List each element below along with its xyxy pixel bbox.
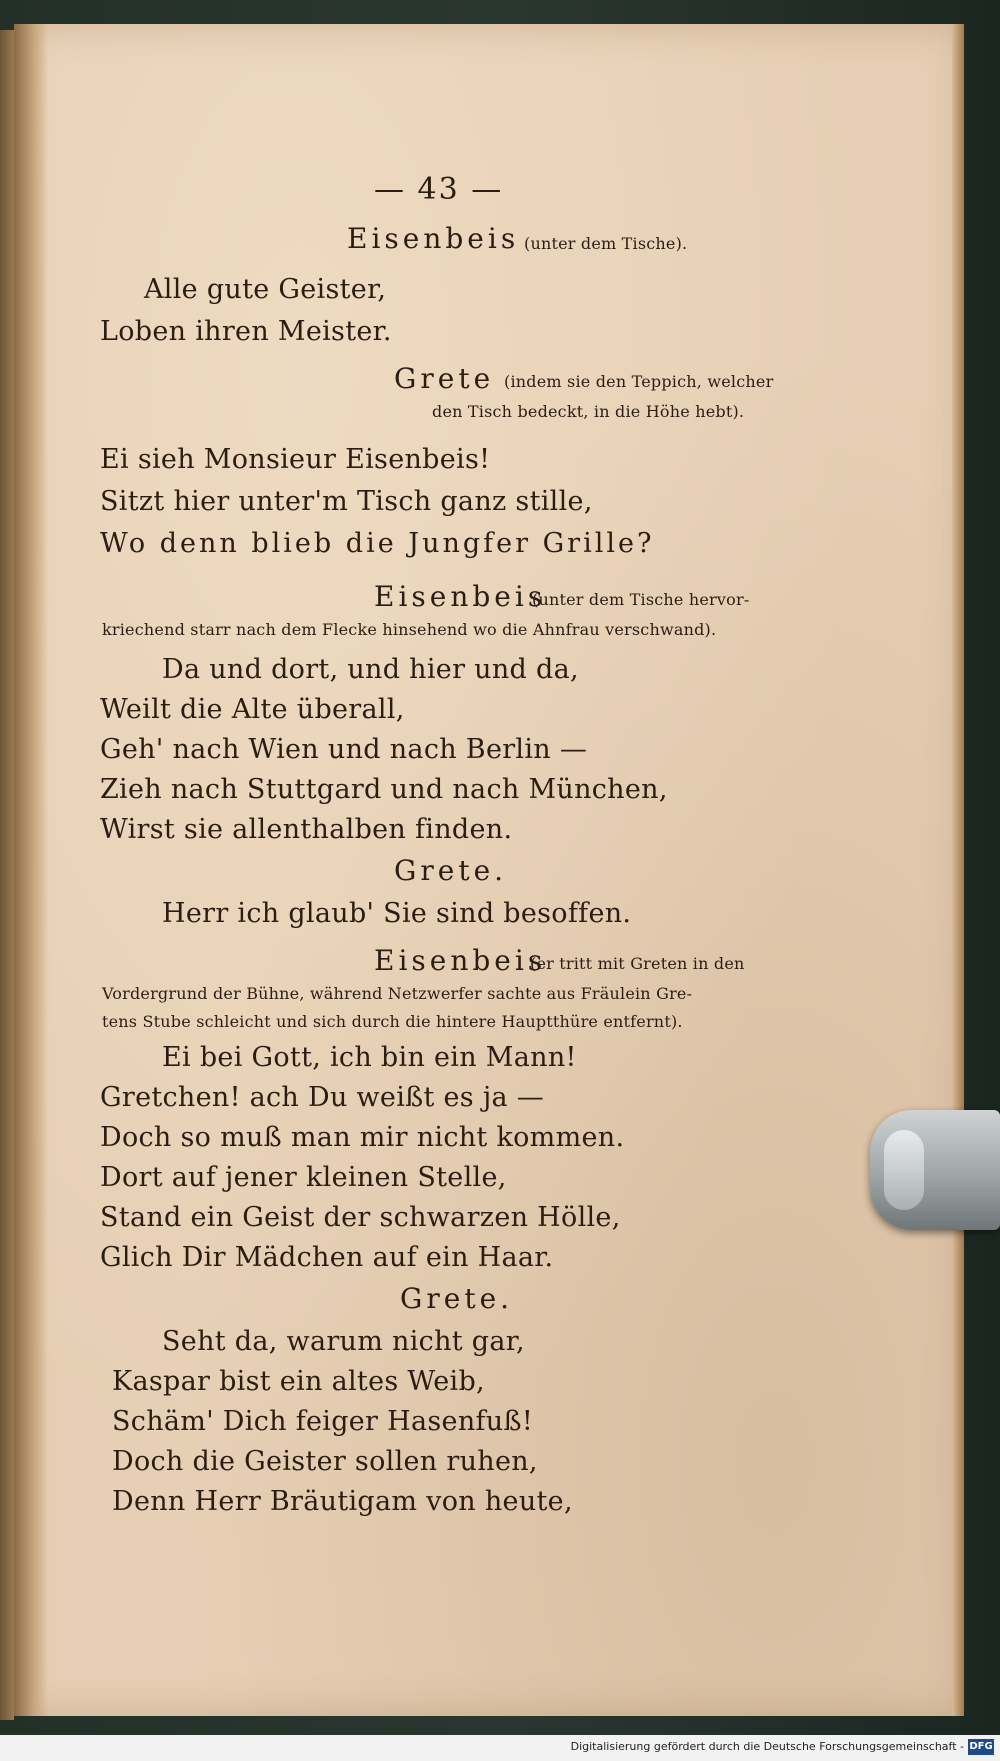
- stage-direction: kriechend starr nach dem Flecke hinsehend wo die Ahnfrau verschwand).: [102, 620, 717, 639]
- verse-line: Dort auf jener kleinen Stelle,: [100, 1162, 507, 1193]
- speaker-name: Eisenbeis: [374, 580, 547, 613]
- verse-line: Ei sieh Monsieur Eisenbeis!: [100, 444, 491, 475]
- speaker-name: Grete: [394, 362, 495, 395]
- speaker-name: Grete.: [394, 854, 508, 887]
- verse-line: Zieh nach Stuttgard und nach München,: [100, 774, 668, 805]
- verse-line: Denn Herr Bräutigam von heute,: [112, 1486, 573, 1517]
- footer-bar: [0, 1735, 1000, 1761]
- paper-clip: [870, 1110, 1000, 1230]
- speaker-name: Eisenbeis: [347, 222, 520, 255]
- verse-line: Kaspar bist ein altes Weib,: [112, 1366, 485, 1397]
- book-page: [14, 24, 964, 1716]
- funding-credit: Digitalisierung gefördert durch die Deutsche Forschungsgemeinschaft -: [570, 1740, 964, 1753]
- verse-line: Da und dort, und hier und da,: [162, 654, 579, 685]
- speaker-name: Eisenbeis: [374, 944, 547, 977]
- verse-line: Geh' nach Wien und nach Berlin —: [100, 734, 588, 765]
- stage-direction: den Tisch bedeckt, in die Höhe hebt).: [432, 402, 745, 421]
- verse-line: Gretchen! ach Du weißt es ja —: [100, 1082, 545, 1113]
- verse-line: Schäm' Dich feiger Hasenfuß!: [112, 1406, 533, 1437]
- verse-line: Herr ich glaub' Sie sind besoffen.: [162, 898, 632, 929]
- verse-line: Loben ihren Meister.: [100, 316, 392, 347]
- left-page-edge: [0, 30, 14, 1720]
- verse-line: Doch die Geister sollen ruhen,: [112, 1446, 538, 1477]
- verse-line: Wo denn blieb die Jungfer Grille?: [100, 528, 655, 559]
- verse-line: Sitzt hier unter'm Tisch ganz stille,: [100, 486, 593, 517]
- verse-line: Wirst sie allenthalben finden.: [100, 814, 513, 845]
- stage-direction: (indem sie den Teppich, welcher: [504, 372, 774, 391]
- verse-line: Weilt die Alte überall,: [100, 694, 405, 725]
- stage-direction: Vordergrund der Bühne, während Netzwerfer sachte aus Fräulein Gre-: [102, 984, 693, 1003]
- stage-direction: tens Stube schleicht und sich durch die hintere Hauptthüre entfernt).: [102, 1012, 683, 1031]
- verse-line: Glich Dir Mädchen auf ein Haar.: [100, 1242, 554, 1273]
- stage-direction: (unter dem Tische).: [524, 234, 688, 253]
- verse-line: Stand ein Geist der schwarzen Hölle,: [100, 1202, 621, 1233]
- stage-direction: (er tritt mit Greten in den: [530, 954, 745, 973]
- dfg-logo: DFG: [968, 1739, 994, 1755]
- stage-direction: (unter dem Tische hervor-: [532, 590, 750, 609]
- speaker-name: Grete.: [400, 1282, 514, 1315]
- verse-line: Doch so muß man mir nicht kommen.: [100, 1122, 625, 1153]
- page-text: [14, 24, 964, 1716]
- verse-line: Seht da, warum nicht gar,: [162, 1326, 525, 1357]
- page-number: — 43 —: [374, 172, 504, 207]
- verse-line: Alle gute Geister,: [144, 274, 387, 305]
- paper-clip-loop: [884, 1130, 924, 1210]
- verse-line: Ei bei Gott, ich bin ein Mann!: [162, 1042, 577, 1073]
